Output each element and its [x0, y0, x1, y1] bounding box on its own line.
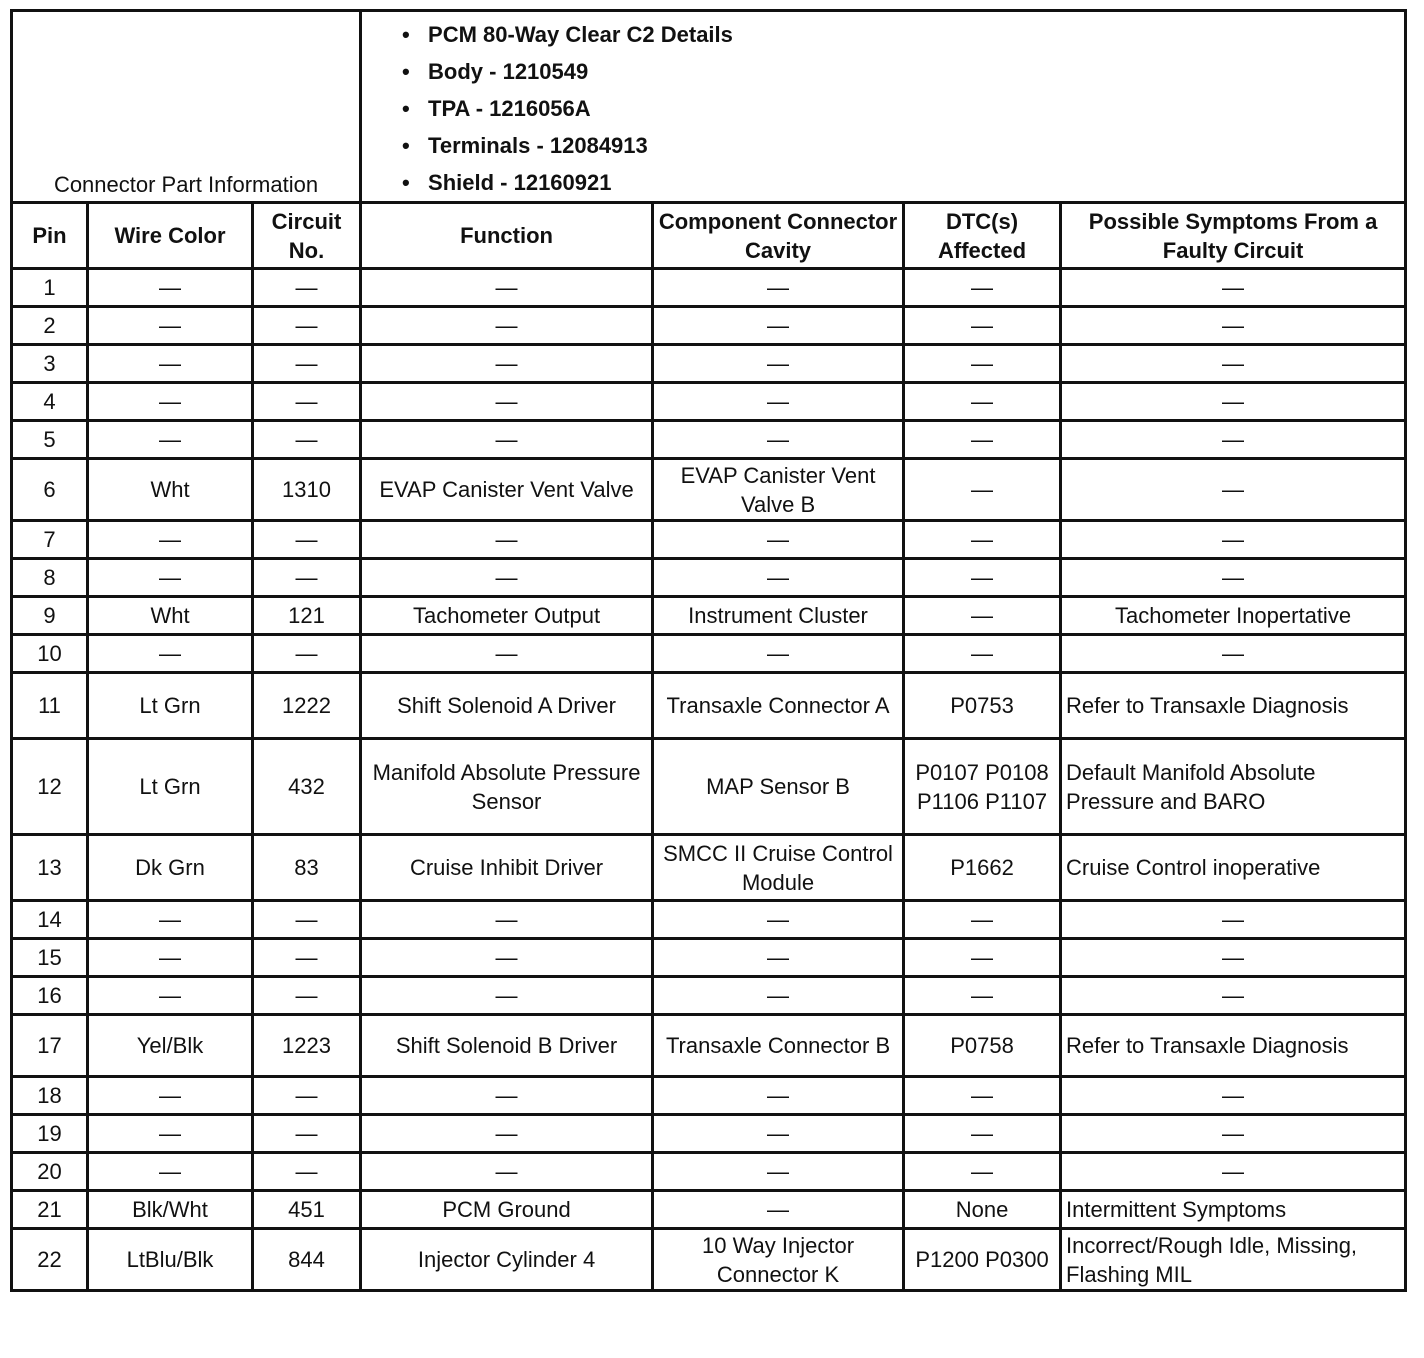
detail-tpa: • TPA - 1216056A — [402, 90, 1400, 127]
circuit-no-cell: — — [253, 559, 361, 597]
pin-cell: 3 — [12, 345, 88, 383]
table-row — [12, 1191, 1406, 1229]
component-cavity-cell: 10 Way Injector Connector K — [653, 1229, 904, 1291]
symptom-cell: Refer to Transaxle Diagnosis — [1061, 673, 1406, 739]
col-header-pin: Pin — [12, 203, 88, 269]
table-row — [12, 1015, 1406, 1077]
function-cell: — — [361, 307, 653, 345]
wire-color-cell: — — [88, 307, 253, 345]
pin-cell: 22 — [12, 1229, 88, 1291]
function-cell: Manifold Absolute Pressure Sensor — [361, 739, 653, 835]
pin-cell: 21 — [12, 1191, 88, 1229]
connector-details-cell — [361, 11, 1406, 203]
component-cavity-cell: — — [653, 901, 904, 939]
table-row — [12, 1229, 1406, 1291]
component-cavity-cell: — — [653, 307, 904, 345]
connector-info-label: Connector Part Information — [12, 11, 361, 203]
component-cavity-cell: Instrument Cluster — [653, 597, 904, 635]
col-header-wire-color: Wire Color — [88, 203, 253, 269]
component-cavity-cell: — — [653, 977, 904, 1015]
table-row — [12, 559, 1406, 597]
pin-cell: 7 — [12, 521, 88, 559]
dtc-cell: — — [904, 1115, 1061, 1153]
wire-color-cell: Lt Grn — [88, 739, 253, 835]
wire-color-cell: — — [88, 635, 253, 673]
component-cavity-cell: — — [653, 1077, 904, 1115]
col-header-component-cavity: Component Connector Cavity — [653, 203, 904, 269]
circuit-no-cell: — — [253, 383, 361, 421]
column-header-row — [12, 203, 1406, 269]
dtc-cell: — — [904, 559, 1061, 597]
table-row — [12, 1115, 1406, 1153]
pin-cell: 8 — [12, 559, 88, 597]
table-row — [12, 673, 1406, 739]
function-cell: — — [361, 939, 653, 977]
table-row — [12, 269, 1406, 307]
wire-color-cell: — — [88, 383, 253, 421]
function-cell: — — [361, 345, 653, 383]
circuit-no-cell: — — [253, 939, 361, 977]
function-cell: — — [361, 1077, 653, 1115]
circuit-no-cell: — — [253, 977, 361, 1015]
component-cavity-cell: Transaxle Connector B — [653, 1015, 904, 1077]
detail-body: • Body - 1210549 — [402, 53, 1400, 90]
dtc-cell: — — [904, 977, 1061, 1015]
col-header-symptoms: Possible Symptoms From a Faulty Circuit — [1061, 203, 1406, 269]
function-cell: — — [361, 421, 653, 459]
wire-color-cell: — — [88, 939, 253, 977]
function-cell: Cruise Inhibit Driver — [361, 835, 653, 901]
function-cell: PCM Ground — [361, 1191, 653, 1229]
pin-cell: 17 — [12, 1015, 88, 1077]
component-cavity-cell: Transaxle Connector A — [653, 673, 904, 739]
pin-cell: 9 — [12, 597, 88, 635]
symptom-cell: Cruise Control inoperative — [1061, 835, 1406, 901]
pinout-table — [10, 9, 1407, 1292]
connector-pinout-sheet — [10, 9, 1404, 1348]
component-cavity-cell: — — [653, 559, 904, 597]
circuit-no-cell: 432 — [253, 739, 361, 835]
col-header-function: Function — [361, 203, 653, 269]
symptom-cell: — — [1061, 977, 1406, 1015]
wire-color-cell: Blk/Wht — [88, 1191, 253, 1229]
pin-cell: 6 — [12, 459, 88, 521]
table-row — [12, 1077, 1406, 1115]
function-cell: — — [361, 1115, 653, 1153]
table-row — [12, 345, 1406, 383]
circuit-no-cell: — — [253, 269, 361, 307]
wire-color-cell: — — [88, 1077, 253, 1115]
wire-color-cell: Lt Grn — [88, 673, 253, 739]
pin-cell: 1 — [12, 269, 88, 307]
pin-cell: 12 — [12, 739, 88, 835]
symptom-cell: — — [1061, 521, 1406, 559]
symptom-cell: — — [1061, 459, 1406, 521]
function-cell: — — [361, 383, 653, 421]
table-row — [12, 1153, 1406, 1191]
circuit-no-cell: 844 — [253, 1229, 361, 1291]
symptom-cell: — — [1061, 1153, 1406, 1191]
wire-color-cell: — — [88, 1115, 253, 1153]
function-cell: — — [361, 521, 653, 559]
symptom-cell: — — [1061, 307, 1406, 345]
wire-color-cell: — — [88, 421, 253, 459]
pin-cell: 11 — [12, 673, 88, 739]
wire-color-cell: LtBlu/Blk — [88, 1229, 253, 1291]
symptom-cell: — — [1061, 1115, 1406, 1153]
circuit-no-cell: 1223 — [253, 1015, 361, 1077]
component-cavity-cell: — — [653, 521, 904, 559]
detail-terminals: • Terminals - 12084913 — [402, 127, 1400, 164]
function-cell: Shift Solenoid B Driver — [361, 1015, 653, 1077]
dtc-cell: — — [904, 459, 1061, 521]
dtc-cell: P0758 — [904, 1015, 1061, 1077]
wire-color-cell: — — [88, 345, 253, 383]
pin-cell: 10 — [12, 635, 88, 673]
wire-color-cell: — — [88, 1153, 253, 1191]
table-row — [12, 421, 1406, 459]
wire-color-cell: — — [88, 521, 253, 559]
wire-color-cell: — — [88, 559, 253, 597]
pin-cell: 16 — [12, 977, 88, 1015]
dtc-cell: P1662 — [904, 835, 1061, 901]
table-row — [12, 597, 1406, 635]
pin-cell: 5 — [12, 421, 88, 459]
connector-info-row — [12, 11, 1406, 203]
wire-color-cell: Wht — [88, 597, 253, 635]
dtc-cell: — — [904, 269, 1061, 307]
component-cavity-cell: — — [653, 345, 904, 383]
symptom-cell: — — [1061, 939, 1406, 977]
function-cell: Shift Solenoid A Driver — [361, 673, 653, 739]
dtc-cell: — — [904, 635, 1061, 673]
pin-rows — [12, 269, 1406, 1291]
symptom-cell: — — [1061, 383, 1406, 421]
symptom-cell: — — [1061, 345, 1406, 383]
component-cavity-cell: — — [653, 421, 904, 459]
table-row — [12, 307, 1406, 345]
circuit-no-cell: — — [253, 635, 361, 673]
component-cavity-cell: — — [653, 1191, 904, 1229]
dtc-cell: — — [904, 421, 1061, 459]
function-cell: Tachometer Output — [361, 597, 653, 635]
table-row — [12, 835, 1406, 901]
dtc-cell: P1200 P0300 — [904, 1229, 1061, 1291]
dtc-cell: — — [904, 901, 1061, 939]
col-header-circuit-no: Circuit No. — [253, 203, 361, 269]
wire-color-cell: — — [88, 901, 253, 939]
component-cavity-cell: — — [653, 1153, 904, 1191]
function-cell: EVAP Canister Vent Valve — [361, 459, 653, 521]
dtc-cell: P0753 — [904, 673, 1061, 739]
component-cavity-cell: EVAP Canister Vent Valve B — [653, 459, 904, 521]
table-row — [12, 459, 1406, 521]
circuit-no-cell: — — [253, 521, 361, 559]
table-row — [12, 739, 1406, 835]
circuit-no-cell: — — [253, 421, 361, 459]
circuit-no-cell: 121 — [253, 597, 361, 635]
function-cell: Injector Cylinder 4 — [361, 1229, 653, 1291]
circuit-no-cell: — — [253, 1153, 361, 1191]
function-cell: — — [361, 635, 653, 673]
symptom-cell: Default Manifold Absolute Pressure and BARO — [1061, 739, 1406, 835]
pin-cell: 15 — [12, 939, 88, 977]
table-row — [12, 901, 1406, 939]
circuit-no-cell: 83 — [253, 835, 361, 901]
dtc-cell: None — [904, 1191, 1061, 1229]
symptom-cell: Incorrect/Rough Idle, Missing, Flashing MIL — [1061, 1229, 1406, 1291]
circuit-no-cell: 1222 — [253, 673, 361, 739]
table-row — [12, 939, 1406, 977]
connector-details-list — [402, 16, 1400, 201]
function-cell: — — [361, 977, 653, 1015]
component-cavity-cell: — — [653, 269, 904, 307]
circuit-no-cell: — — [253, 345, 361, 383]
dtc-cell: — — [904, 383, 1061, 421]
symptom-cell: Refer to Transaxle Diagnosis — [1061, 1015, 1406, 1077]
wire-color-cell: Yel/Blk — [88, 1015, 253, 1077]
dtc-cell: — — [904, 1153, 1061, 1191]
circuit-no-cell: — — [253, 1115, 361, 1153]
function-cell: — — [361, 559, 653, 597]
wire-color-cell: Wht — [88, 459, 253, 521]
symptom-cell: — — [1061, 269, 1406, 307]
circuit-no-cell: — — [253, 1077, 361, 1115]
function-cell: — — [361, 269, 653, 307]
function-cell: — — [361, 901, 653, 939]
col-header-dtcs: DTC(s) Affected — [904, 203, 1061, 269]
pin-cell: 19 — [12, 1115, 88, 1153]
pin-cell: 2 — [12, 307, 88, 345]
table-row — [12, 383, 1406, 421]
symptom-cell: — — [1061, 1077, 1406, 1115]
pin-cell: 13 — [12, 835, 88, 901]
circuit-no-cell: 1310 — [253, 459, 361, 521]
circuit-no-cell: — — [253, 307, 361, 345]
detail-title: • PCM 80-Way Clear C2 Details — [402, 16, 1400, 53]
symptom-cell: Intermittent Symptoms — [1061, 1191, 1406, 1229]
pin-cell: 4 — [12, 383, 88, 421]
pin-cell: 18 — [12, 1077, 88, 1115]
symptom-cell: — — [1061, 421, 1406, 459]
wire-color-cell: — — [88, 269, 253, 307]
symptom-cell: Tachometer Inopertative — [1061, 597, 1406, 635]
function-cell: — — [361, 1153, 653, 1191]
component-cavity-cell: MAP Sensor B — [653, 739, 904, 835]
symptom-cell: — — [1061, 635, 1406, 673]
component-cavity-cell: — — [653, 1115, 904, 1153]
pin-cell: 14 — [12, 901, 88, 939]
wire-color-cell: — — [88, 977, 253, 1015]
detail-shield: • Shield - 12160921 — [402, 164, 1400, 201]
pin-cell: 20 — [12, 1153, 88, 1191]
circuit-no-cell: — — [253, 901, 361, 939]
component-cavity-cell: — — [653, 635, 904, 673]
table-row — [12, 977, 1406, 1015]
symptom-cell: — — [1061, 901, 1406, 939]
dtc-cell: P0107 P0108 P1106 P1107 — [904, 739, 1061, 835]
component-cavity-cell: — — [653, 939, 904, 977]
table-row — [12, 521, 1406, 559]
dtc-cell: — — [904, 345, 1061, 383]
table-row — [12, 635, 1406, 673]
dtc-cell: — — [904, 597, 1061, 635]
dtc-cell: — — [904, 939, 1061, 977]
component-cavity-cell: — — [653, 383, 904, 421]
wire-color-cell: Dk Grn — [88, 835, 253, 901]
dtc-cell: — — [904, 307, 1061, 345]
symptom-cell: — — [1061, 559, 1406, 597]
circuit-no-cell: 451 — [253, 1191, 361, 1229]
dtc-cell: — — [904, 521, 1061, 559]
component-cavity-cell: SMCC II Cruise Control Module — [653, 835, 904, 901]
dtc-cell: — — [904, 1077, 1061, 1115]
